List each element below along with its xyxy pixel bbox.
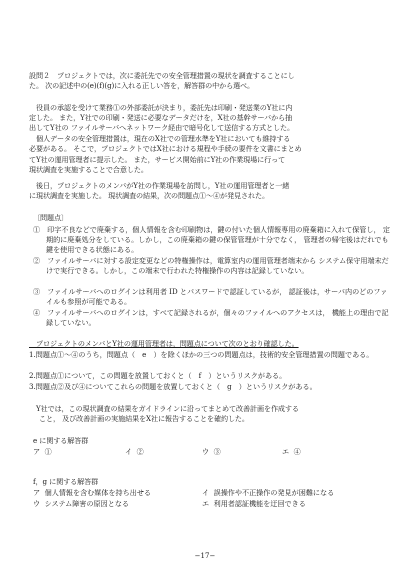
answer-text: ③ bbox=[213, 447, 221, 456]
problem-item-1: ① 印字不良などで廃棄する，個人情報を含む印刷物は，鍵の付いた個人情報専用の廃棄箱に入れて保管し， 定期的に廃棄処分をしている。しかし，この廃棄箱の鍵の保管管理が十分でなく， 管理者の帰宅後はだれでも鍵を使用できる状態にある。 bbox=[33, 225, 390, 255]
answer-label: ウ bbox=[202, 447, 210, 456]
body-line: 個人データの安全管理措置は，現在のX社での管理水準をY社においても維持する bbox=[29, 134, 291, 143]
answer-text: ④ bbox=[293, 447, 301, 456]
problems-heading: 〔問題点〕 bbox=[33, 213, 68, 222]
answer-text: システム障害の原因となる bbox=[44, 499, 130, 508]
answer-label: エ bbox=[202, 499, 210, 508]
answer-fg-b bbox=[202, 488, 334, 498]
answer-label: エ bbox=[282, 447, 290, 456]
answer-label: イ bbox=[125, 447, 133, 456]
closing-line-2: こと， 及び改善計画の実施結果をX社に報告することを確約した。 bbox=[39, 414, 249, 423]
problem-item-2: ② ファイルサーバに対する設定変更などの特権操作は，電算室内の運用管理者端末から システム保守用端末だけで実行できる。しかし，この端末で行われた特権操作の内容は記録していない。 bbox=[33, 256, 389, 276]
question-intro-line-2: た。 次の記述中の(e)(f)(g)に入れる正しい答を，解答群の中から選べ。 bbox=[29, 81, 255, 90]
answers-e-heading: e に関する解答群 bbox=[33, 436, 89, 445]
answers-fg-heading: f，g に関する解答群 bbox=[33, 477, 99, 486]
result-item-3: 3.問題点②及び④についてこれらの問題を放置しておくと（ g ）というリスクがある。 bbox=[29, 382, 317, 391]
answer-e-b bbox=[125, 447, 144, 457]
answer-text: 誤操作や不正操作の発見が困難になる bbox=[213, 488, 335, 497]
answer-text: 利用者認証機能を迂回できる bbox=[213, 499, 306, 508]
body-line: に現状調査を実施した。 現状調査の結果，次の問題点①〜④が発見された。 bbox=[29, 191, 269, 200]
answer-e-d bbox=[282, 447, 301, 457]
answer-label: ア bbox=[33, 447, 41, 456]
result-item-1: 1.問題点①〜④のうち，問題点（ e ）を除くほかの三つの問題点は，技術的安全管理措置の問題である。 bbox=[29, 350, 374, 359]
answer-text: ① bbox=[44, 447, 52, 456]
answer-fg-d bbox=[202, 499, 306, 509]
closing-line-1: Y社では，この現状調査の結果をガイドラインに沿ってまとめて改善計画を作成する bbox=[29, 404, 299, 413]
page-number: −17− bbox=[194, 552, 216, 560]
answer-label: ウ bbox=[33, 499, 41, 508]
answer-label: ア bbox=[33, 488, 41, 497]
body-line: 現状調査を実施することで合意した。 bbox=[29, 165, 148, 174]
answer-fg-a bbox=[33, 488, 151, 498]
body-line: 後日，プロジェクトのメンバがY社の作業現場を訪問し，Y社の運用管理者と一緒 bbox=[29, 181, 290, 190]
problem-item-3: ③ ファイルサーバへのログインは利用者 ID とパスワードで認証しているが， 認証後は，サーバ内のどのファイルも参照が可能である。 bbox=[33, 287, 388, 307]
answer-fg-c bbox=[33, 499, 129, 509]
answer-text: ② bbox=[136, 447, 144, 456]
body-line: 役員の承認を受けて業務①の外部委託が決まり，委託先は印刷・発送業のY社に内 bbox=[29, 103, 293, 112]
answer-label: イ bbox=[202, 488, 210, 497]
body-line: てY社の運用管理者に提示した。 また，サービス開始前にY社の作業現場に行って bbox=[29, 155, 286, 164]
problem-item-4: ④ ファイルサーバへのログインは，すべて記録されるが，個々のファイルへのアクセスは， 機能上の理由で記録していない。 bbox=[33, 308, 389, 328]
results-intro: プロジェクトのメンバとY社の運用管理者は，問題点について次のとおり確認した。 bbox=[29, 339, 299, 348]
body-line: 定した。 また，Y社での印刷・発送に必要なデータだけを，X社の基幹サーバから抽 bbox=[29, 113, 293, 122]
answer-e-c bbox=[202, 447, 221, 457]
answer-e-a bbox=[33, 447, 52, 457]
result-item-2: 2.問題点①について，この問題を放置しておくと（ f ）というリスクがある。 bbox=[29, 371, 287, 380]
question-intro-line-1: 設問２ プロジェクトでは，次に委託先での安全管理措置の現状を調査することにし bbox=[29, 71, 295, 80]
answer-text: 個人情報を含む媒体を持ち出せる bbox=[44, 488, 152, 497]
body-line: 出してY社の ファイルサーバへネットワーク経由で暗号化して送信する方式とした。 bbox=[29, 123, 295, 132]
body-line: 必要がある。 そこで，プロジェクトではX社における規程や手続の要件を文書にまとめ bbox=[29, 144, 302, 153]
